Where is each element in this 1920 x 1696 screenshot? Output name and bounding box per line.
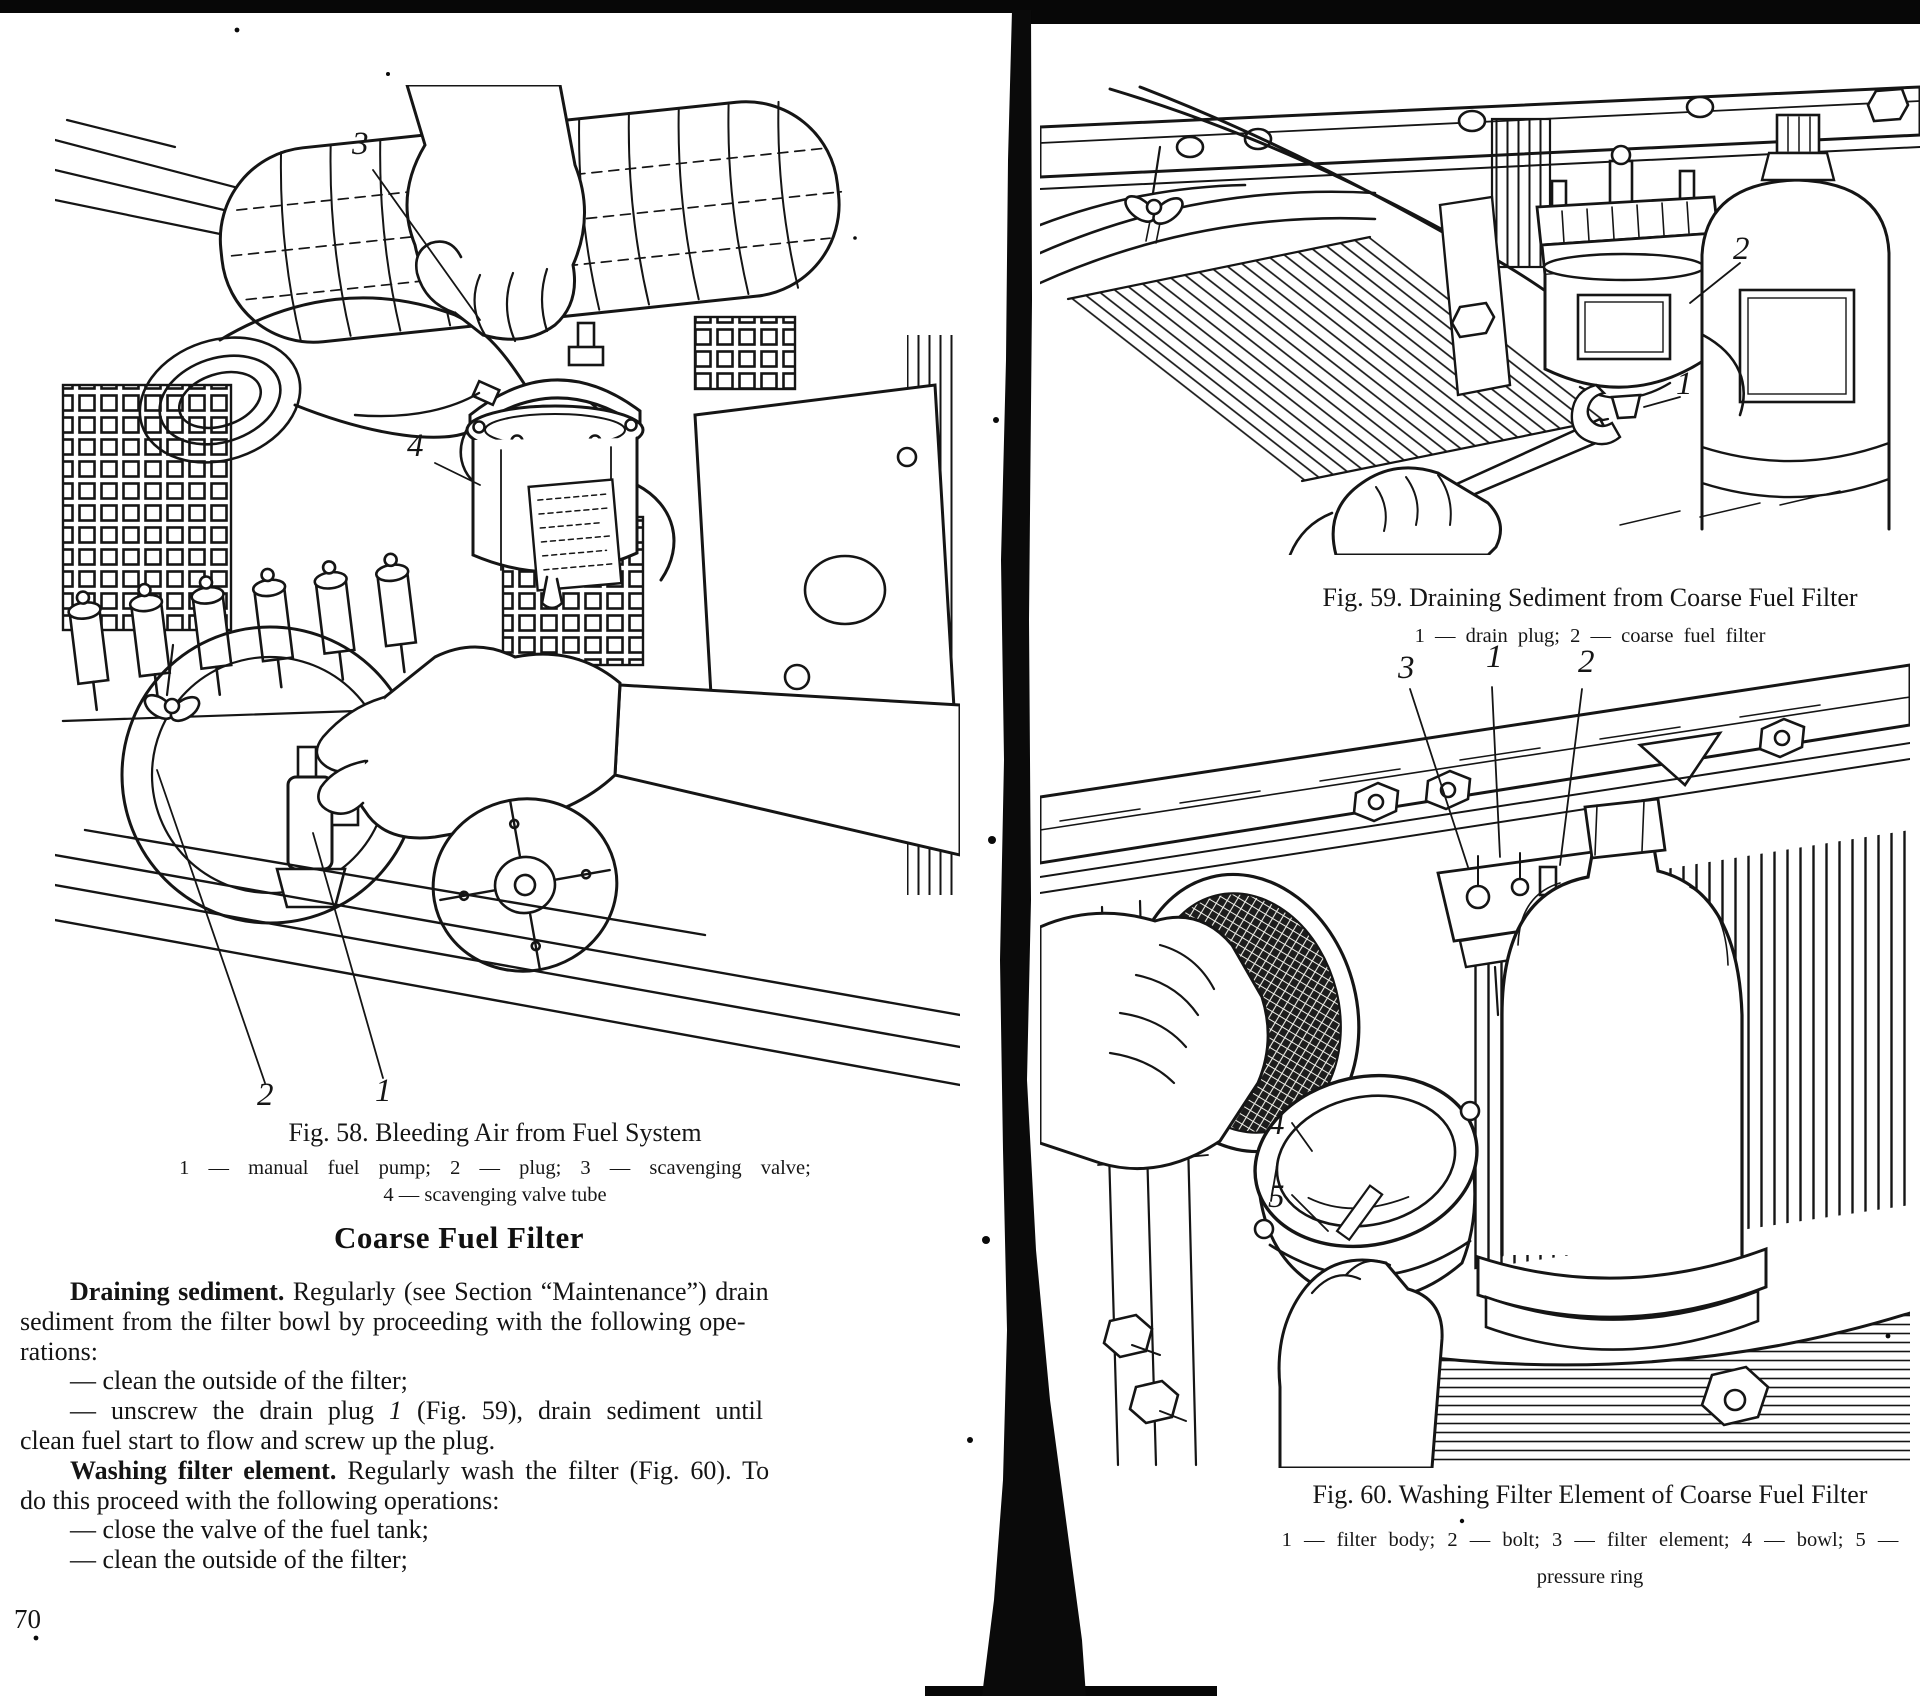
filter-label (1578, 295, 1670, 359)
body-line-4: — clean the outside of the filter; (70, 1366, 408, 1396)
body-line-5-b: (Fig. 59), drain sediment until (402, 1396, 764, 1426)
callout-5-fig60: 5 (1268, 1179, 1285, 1215)
fig58-engraving (55, 85, 960, 1085)
bottle (1702, 115, 1889, 529)
figure-60-illustration (1040, 645, 1910, 1468)
callout-2-fig60: 2 (1578, 644, 1595, 680)
body-line-7 (20, 1456, 826, 1486)
callout-4-fig60: 4 (1268, 1106, 1285, 1142)
body-line-5-ref: 1 (389, 1396, 403, 1426)
figure-60-legend-line1: 1 — filter body; 2 — bolt; 3 — filter element; 4 — bowl; 5 — (1281, 1529, 1899, 1551)
figure-59-legend: 1 — drain plug; 2 — coarse fuel filter (1414, 625, 1766, 647)
pump-label-plate (529, 480, 622, 591)
callout-3-fig60: 3 (1398, 650, 1415, 686)
body-line-8: do this proceed with the following operations: (20, 1485, 500, 1515)
figure-58-caption: Fig. 58. Bleeding Air from Fuel System (288, 1118, 702, 1147)
body-line-10: — clean the outside of the filter; (70, 1545, 408, 1575)
mesh-panel-right (695, 317, 795, 389)
callout-1-fig59: 1 (1676, 366, 1693, 402)
callout-3-fig58: 3 (352, 126, 369, 162)
figure-60-caption: Fig. 60. Washing Filter Element of Coarse Fuel Filter (1312, 1480, 1868, 1509)
figure-59-caption: Fig. 59. Draining Sediment from Coarse Fuel Filter (1322, 583, 1858, 612)
scan-top-edge-right (1030, 0, 1920, 24)
body-line-6: clean fuel start to flow and screw up the plug. (20, 1425, 496, 1455)
body-line-7-rest: Regularly wash the filter (Fig. 60). To (336, 1455, 770, 1485)
drain-plug (1612, 395, 1640, 418)
body-line-7-lead: Washing filter element. (70, 1455, 337, 1485)
fig59-engraving (1040, 87, 1920, 555)
callout-2-fig58: 2 (257, 1077, 274, 1113)
body-text (20, 1277, 826, 1575)
figure-58-legend-line1: 1 — manual fuel pump; 2 — plug; 3 — scavenging valve; (179, 1157, 811, 1179)
section-heading: Coarse Fuel Filter (333, 1220, 585, 1255)
body-line-5 (20, 1396, 826, 1426)
figure-58-legend-line2: 4 — scavenging valve tube (383, 1184, 607, 1206)
fender-hatch (1068, 237, 1608, 481)
figure-58-illustration (55, 85, 960, 1105)
figure-59-illustration (1040, 85, 1920, 555)
figure-60-legend-line2: pressure ring (1536, 1566, 1644, 1588)
hand-bowl (1279, 1260, 1442, 1468)
body-line-9: — close the valve of the fuel tank; (70, 1515, 429, 1545)
right-page (1040, 0, 1920, 1696)
body-line-1-lead: Draining sediment. (70, 1277, 285, 1306)
callout-4-fig58: 4 (407, 428, 424, 464)
callout-1-fig60: 1 (1486, 639, 1503, 675)
scan-bottom-edge (925, 1686, 1217, 1696)
body-line-2: sediment from the filter bowl by proceeding with the following ope- (20, 1306, 746, 1336)
body-line-3: rations: (20, 1336, 98, 1366)
callout-2-fig59: 2 (1733, 231, 1750, 267)
lower-scene (55, 627, 960, 1085)
body-line-5-a: — unscrew the drain plug (70, 1396, 390, 1426)
fig60-engraving (1040, 665, 1910, 1468)
callout-1-fig58: 1 (375, 1073, 392, 1109)
body-line-1-rest: Regularly (see Section “Maintenance”) drain (284, 1277, 769, 1306)
body-line-1 (20, 1277, 826, 1307)
page-number: 70 (14, 1604, 41, 1634)
